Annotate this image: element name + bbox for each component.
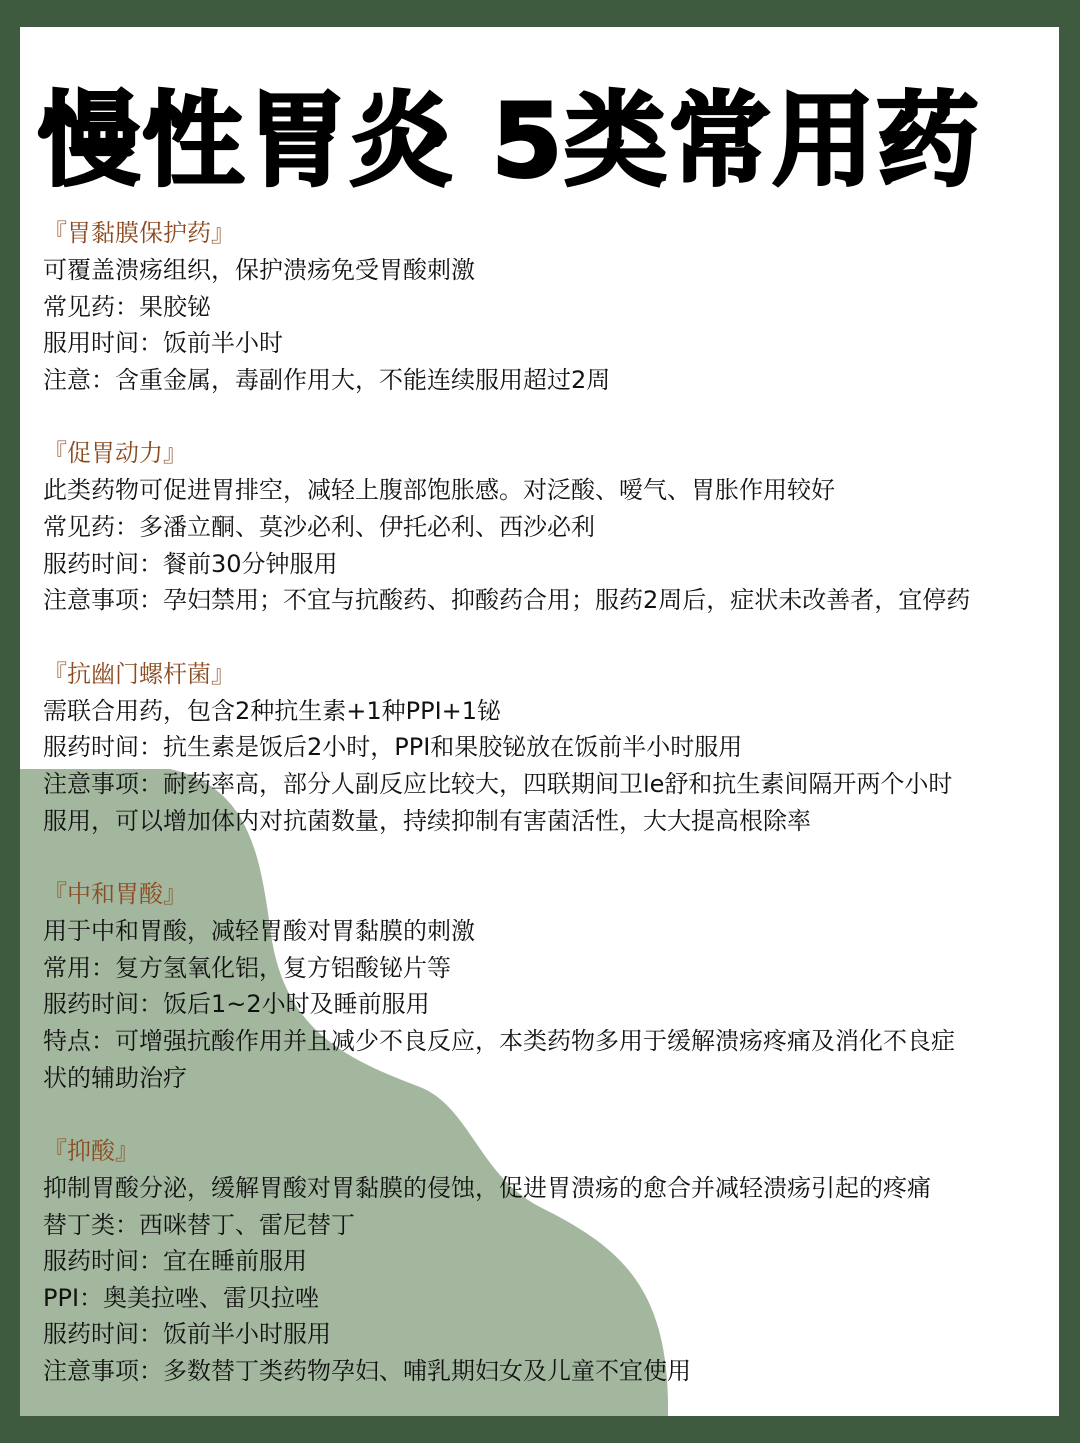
section-acid-suppressant xyxy=(43,1133,1043,1390)
section-heading: 『促胃动力』 xyxy=(43,439,187,468)
text-line: 服药时间：饭前半小时服用 xyxy=(43,1320,331,1349)
text-line: PPI：奥美拉唑、雷贝拉唑 xyxy=(43,1283,320,1312)
section-antacid xyxy=(43,876,1043,1096)
text-line: 特点：可增强抗酸作用并且减少不良反应，本类药物多用于缓解溃疡疼痛及消化不良症 xyxy=(43,1026,955,1055)
note-card xyxy=(20,27,1059,1416)
text-line: 常见药：果胶铋 xyxy=(43,292,211,321)
section-heading: 『中和胃酸』 xyxy=(43,880,187,909)
page-title: 慢性胃炎 5类常用药 xyxy=(38,82,981,201)
text-line: 服用时间：饭前半小时 xyxy=(43,329,283,358)
text-line: 注意事项：多数替丁类药物孕妇、哺乳期妇女及儿童不宜使用 xyxy=(43,1357,691,1386)
text-line: 常用：复方氢氧化铝，复方铝酸铋片等 xyxy=(43,953,451,982)
text-line: 服用，可以增加体内对抗菌数量，持续抑制有害菌活性，大大提高根除率 xyxy=(43,806,811,835)
text-line: 抑制胃酸分泌，缓解胃酸对胃黏膜的侵蚀，促进胃溃疡的愈合并减轻溃疡引起的疼痛 xyxy=(43,1174,931,1203)
text-line: 注意事项：孕妇禁用；不宜与抗酸药、抑酸药合用；服药2周后，症状未改善者，宜停药 xyxy=(43,586,971,615)
text-line: 服药时间：餐前30分钟服用 xyxy=(43,549,338,578)
text-line: 注意：含重金属，毒副作用大，不能连续服用超过2周 xyxy=(43,365,611,394)
section-anti-h-pylori xyxy=(43,656,1043,839)
text-line: 常见药：多潘立酮、莫沙必利、伊托必利、西沙必利 xyxy=(43,512,595,541)
content-body xyxy=(43,215,1043,1416)
text-line: 用于中和胃酸，减轻胃酸对胃黏膜的刺激 xyxy=(43,917,475,946)
section-prokinetic xyxy=(43,435,1043,618)
section-heading: 『抗幽门螺杆菌』 xyxy=(43,659,235,688)
text-line: 服药时间：抗生素是饭后2小时，PPI和果胶铋放在饭前半小时服用 xyxy=(43,733,743,762)
text-line: 可覆盖溃疡组织，保护溃疡免受胃酸刺激 xyxy=(43,256,475,284)
text-line: 服药时间：宜在睡前服用 xyxy=(43,1247,307,1276)
section-heading: 『抑酸』 xyxy=(43,1137,139,1166)
text-line: 状的辅助治疗 xyxy=(43,1063,187,1092)
section-heading: 『胃黏膜保护药』 xyxy=(43,219,235,247)
text-line: 替丁类：西咪替丁、雷尼替丁 xyxy=(43,1210,355,1239)
text-line: 需联合用药，包含2种抗生素+1种PPI+1铋 xyxy=(43,696,502,725)
section-mucosa-protectant xyxy=(43,215,1043,398)
text-line: 服药时间：饭后1~2小时及睡前服用 xyxy=(43,990,430,1019)
text-line: 此类药物可促进胃排空，减轻上腹部饱胀感。对泛酸、嗳气、胃胀作用较好 xyxy=(43,476,835,505)
text-line: 注意事项：耐药率高，部分人副反应比较大，四联期间卫le舒和抗生素间隔开两个小时 xyxy=(43,769,953,798)
